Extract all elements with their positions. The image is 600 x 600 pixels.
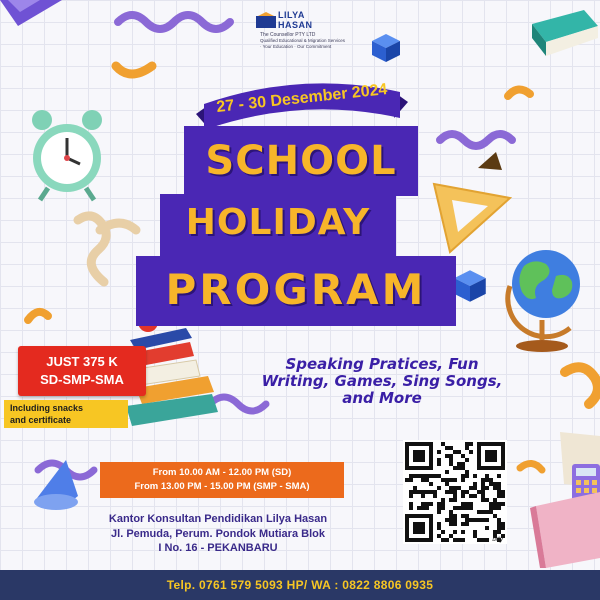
calculator-icon xyxy=(520,428,600,568)
title-program: PROGRAM xyxy=(165,265,427,314)
logo-description: Qualified Educational & Migration Services · Your Education · Our Commitment xyxy=(260,38,346,49)
logo-mark-icon xyxy=(256,12,276,28)
qr-code-icon xyxy=(405,442,505,542)
globe-icon xyxy=(500,236,590,356)
price-tag xyxy=(18,346,146,396)
title-school: SCHOOL xyxy=(205,138,397,184)
address-line3: I No. 16 - PEKANBARU xyxy=(158,542,278,554)
cone-icon xyxy=(26,456,82,516)
price-amount: JUST 375 K xyxy=(46,354,118,369)
title-holiday: HOLIDAY xyxy=(185,202,371,243)
cube-icon xyxy=(452,268,488,304)
price-levels: SD-SMP-SMA xyxy=(40,372,124,387)
logo-subtext xyxy=(260,32,346,50)
qr-code[interactable] xyxy=(403,440,507,544)
schedule-box xyxy=(100,462,344,498)
address-line2: Jl. Pemuda, Perum. Pondok Mutiara Blok xyxy=(111,527,325,540)
qr-label: bitly xyxy=(492,537,503,543)
logo xyxy=(256,8,346,58)
book-icon xyxy=(526,4,600,78)
activities-text xyxy=(232,356,532,407)
address xyxy=(96,512,340,556)
cube-icon xyxy=(370,32,402,64)
contact-info: Telp. 0761 579 5093 HP/ WA : 0822 8806 0935 xyxy=(166,578,434,592)
activities-line2: Writing, Games, Sing Songs, xyxy=(261,372,503,390)
logo-name-line1: LILYA xyxy=(278,10,305,20)
footer-bar xyxy=(0,570,600,600)
event-dates: 27 - 30 Desember 2024 xyxy=(215,81,389,116)
schedule-line2: From 13.00 PM - 15.00 PM (SMP - SMA) xyxy=(134,481,310,492)
includes-line1: Including snacks xyxy=(10,403,84,413)
date-ribbon xyxy=(196,74,408,132)
logo-name xyxy=(278,10,313,30)
address-line1: Kantor Konsultan Pendidikan Lilya Hasan xyxy=(108,513,328,525)
activities-line3: and More xyxy=(342,389,422,407)
schedule-line1: From 10.00 AM - 12.00 PM (SD) xyxy=(152,467,292,478)
includes-banner xyxy=(4,400,128,428)
logo-name-line2: HASAN xyxy=(278,20,313,30)
includes-line2: and certificate xyxy=(10,415,72,425)
logo-tagline: The Counsellor PTY LTD xyxy=(260,32,316,38)
alarm-clock-icon xyxy=(28,106,106,202)
activities-line1: Speaking Pratices, Fun xyxy=(285,355,479,373)
